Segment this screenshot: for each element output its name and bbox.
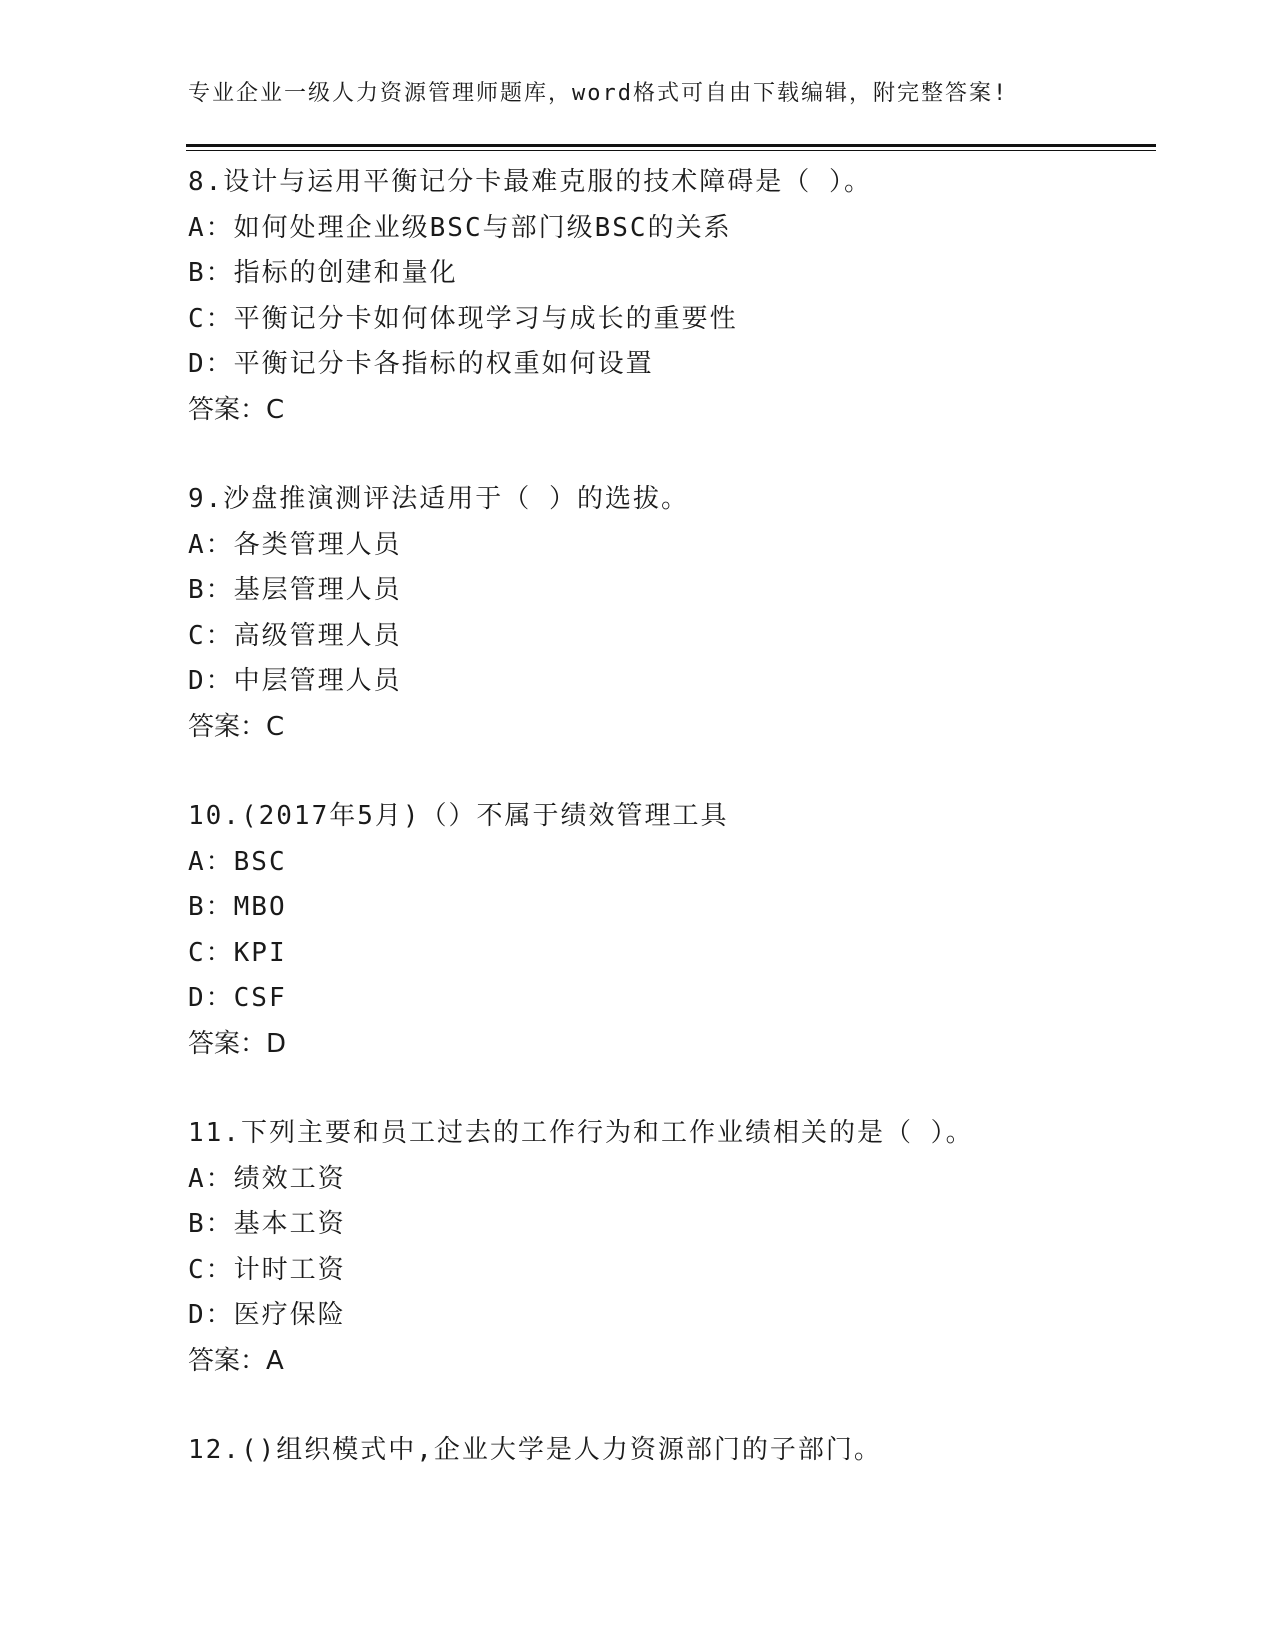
question-10 xyxy=(188,794,1158,1067)
option-c: C：高级管理人员 xyxy=(188,620,402,651)
option-a: A：BSC xyxy=(188,846,287,877)
answer-row xyxy=(188,1339,1158,1385)
option-c: C：计时工资 xyxy=(188,1254,346,1285)
question-8 xyxy=(188,160,1158,433)
question-list xyxy=(188,160,1158,1474)
option-a: A：绩效工资 xyxy=(188,1163,346,1194)
page-header: 专业企业一级人力资源管理师题库，word格式可自由下载编辑，附完整答案! xyxy=(188,81,1009,106)
question-11 xyxy=(188,1111,1158,1384)
question-stem: 12.()组织模式中,企业大学是人力资源部门的子部门。 xyxy=(188,1435,882,1465)
option-c: C：平衡记分卡如何体现学习与成长的重要性 xyxy=(188,303,738,334)
option-b: B：基本工资 xyxy=(188,1209,346,1239)
answer-value: D xyxy=(266,1028,287,1059)
answer-label: 答案： xyxy=(188,711,267,742)
option-b: B：指标的创建和量化 xyxy=(188,258,458,288)
answer-value: C xyxy=(266,711,285,742)
option-b: B：基层管理人员 xyxy=(188,575,402,605)
header-divider-thick xyxy=(186,144,1156,147)
answer-value: C xyxy=(266,394,285,425)
question-spacer xyxy=(188,750,1158,794)
option-d: D：CSF xyxy=(188,983,287,1013)
question-spacer xyxy=(188,1384,1158,1428)
question-stem: 10.(2017年5月)（）不属于绩效管理工具 xyxy=(188,801,729,831)
question-spacer xyxy=(188,1067,1158,1111)
option-d: D：平衡记分卡各指标的权重如何设置 xyxy=(188,349,654,379)
answer-value: A xyxy=(266,1345,284,1376)
question-12 xyxy=(188,1428,1158,1474)
answer-row xyxy=(188,388,1158,434)
question-stem: 8.设计与运用平衡记分卡最难克服的技术障碍是（ ）。 xyxy=(188,167,872,197)
answer-label: 答案： xyxy=(188,1345,267,1376)
answer-row xyxy=(188,705,1158,751)
question-9 xyxy=(188,477,1158,750)
answer-row xyxy=(188,1022,1158,1068)
option-d: D：医疗保险 xyxy=(188,1300,346,1330)
option-d: D：中层管理人员 xyxy=(188,666,402,696)
question-stem: 11.下列主要和员工过去的工作行为和工作业绩相关的是（ ）。 xyxy=(188,1118,974,1148)
header-divider-thin xyxy=(186,150,1156,151)
option-b: B：MBO xyxy=(188,892,287,922)
question-spacer xyxy=(188,433,1158,477)
question-stem: 9.沙盘推演测评法适用于（ ）的选拔。 xyxy=(188,484,689,514)
option-c: C：KPI xyxy=(188,937,287,968)
answer-label: 答案： xyxy=(188,394,267,425)
option-a: A：如何处理企业级BSC与部门级BSC的关系 xyxy=(188,212,732,243)
answer-label: 答案： xyxy=(188,1028,267,1059)
option-a: A：各类管理人员 xyxy=(188,529,402,560)
